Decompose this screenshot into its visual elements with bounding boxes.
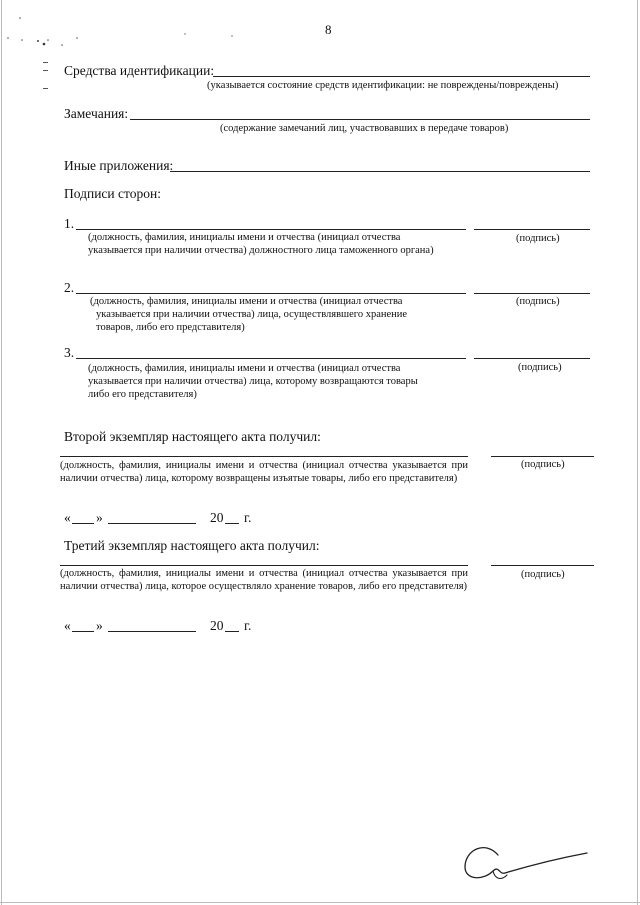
signer-number: 3.	[64, 345, 75, 360]
signer-number: 1.	[64, 216, 75, 231]
copy2-date	[64, 510, 264, 528]
remarks-line	[130, 119, 590, 120]
signer-hint-line: указывается при наличии отчества) должностного лица таможенного органа)	[88, 245, 434, 256]
date-year-prefix: 20	[210, 618, 224, 633]
remarks-hint: (содержание замечаний лиц, участвовавших в передаче товаров)	[220, 123, 509, 134]
copy3-date	[64, 618, 264, 636]
copy2-signature-line	[491, 456, 594, 457]
signer-signature-hint: (подпись)	[518, 362, 562, 373]
signer-signature-hint: (подпись)	[516, 296, 560, 307]
copy3-hint: (должность, фамилия, инициалы имени и отчества (инициал отчества указывается при наличии отчества) лица, которое осуществляло хранение товаров, либо его представителя)	[60, 568, 468, 592]
date-year-suffix: г.	[244, 618, 252, 633]
copy3-label: Третий экземпляр настоящего акта получил:	[64, 538, 320, 553]
signer-hint-line: указывается при наличии отчества) лица, которому возвращаются товары	[88, 376, 418, 387]
date-month-line[interactable]	[108, 631, 196, 632]
signatures-heading: Подписи сторон:	[64, 186, 161, 201]
signer-hint-line: (должность, фамилия, инициалы имени и отчества (инициал отчества	[90, 296, 403, 307]
date-year-line[interactable]	[225, 523, 239, 524]
copy2-label: Второй экземпляр настоящего акта получил:	[64, 429, 321, 444]
page-number: 8	[325, 22, 332, 37]
remarks-label: Замечания:	[64, 106, 129, 121]
scan-frame-bottom	[0, 902, 640, 903]
identification-label: Средства идентификации:	[64, 63, 215, 78]
signer-hint-line: либо его представителя)	[88, 389, 197, 400]
signer-name-line	[76, 358, 466, 359]
date-close-quote: »	[96, 618, 103, 633]
signer-signature-line	[474, 293, 590, 294]
date-close-quote: »	[96, 510, 103, 525]
identification-hint: (указывается состояние средств идентификации: не повреждены/повреждены)	[207, 80, 559, 91]
date-day-line[interactable]	[72, 523, 94, 524]
signer-hint-line: (должность, фамилия, инициалы имени и отчества (инициал отчества	[88, 363, 401, 374]
signer-hint	[90, 295, 407, 334]
date-year-suffix: г.	[244, 510, 252, 525]
handwritten-signature	[455, 835, 595, 890]
copy3-signature-hint: (подпись)	[521, 569, 565, 580]
other-attachments-line	[170, 171, 590, 172]
date-open-quote: «	[64, 510, 71, 525]
copy2-hint: (должность, фамилия, инициалы имени и отчества (инициал отчества указывается при наличии отчества) лица, которому возвращены изъятые товары, либо его представителя)	[60, 460, 468, 484]
scan-frame-right	[637, 0, 638, 905]
copy2-name-line	[60, 456, 468, 457]
scan-frame-left	[1, 0, 2, 905]
signer-number: 2.	[64, 280, 75, 295]
other-attachments-label: Иные приложения:	[64, 158, 174, 173]
date-day-line[interactable]	[72, 631, 94, 632]
signer-name-line	[76, 229, 466, 230]
copy3-name-line	[60, 565, 468, 566]
scan-specks	[0, 0, 120, 100]
date-open-quote: «	[64, 618, 71, 633]
signer-name-line	[76, 293, 466, 294]
signer-hint	[88, 231, 434, 257]
date-year-line[interactable]	[225, 631, 239, 632]
copy2-signature-hint: (подпись)	[521, 459, 565, 470]
signer-hint	[88, 362, 418, 401]
copy3-signature-line	[491, 565, 594, 566]
signer-hint-line: указывается при наличии отчества) лица, осуществлявшего хранение	[96, 309, 408, 320]
signer-hint-line: (должность, фамилия, инициалы имени и отчества (инициал отчества	[88, 232, 401, 243]
signer-signature-hint: (подпись)	[516, 233, 560, 244]
signer-signature-line	[474, 229, 590, 230]
date-month-line[interactable]	[108, 523, 196, 524]
date-year-prefix: 20	[210, 510, 224, 525]
identification-line	[213, 76, 590, 77]
signer-signature-line	[474, 358, 590, 359]
signer-hint-line: товаров, либо его представителя)	[96, 322, 245, 333]
scan-specks-top	[180, 28, 280, 40]
